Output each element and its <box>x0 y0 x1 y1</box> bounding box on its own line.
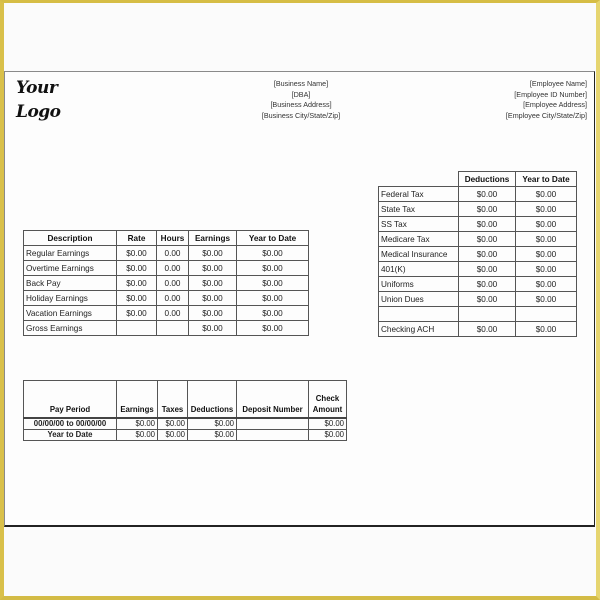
earning-ytd: $0.00 <box>237 276 309 291</box>
checking-ach-row <box>379 322 577 337</box>
business-info <box>236 79 366 122</box>
deduction-ytd: $0.00 <box>516 292 577 307</box>
earning-ytd: $0.00 <box>237 261 309 276</box>
deduction-amount[interactable]: $0.00 <box>459 292 516 307</box>
header-check-amount: Check Amount <box>309 381 347 419</box>
earning-description: Overtime Earnings <box>24 261 117 276</box>
earning-rate <box>117 321 157 336</box>
logo-line-2: Logo <box>16 102 61 122</box>
table-row <box>24 246 309 261</box>
deductions-table <box>378 171 577 337</box>
pay-summary-header-row <box>24 381 347 419</box>
earning-ytd: $0.00 <box>237 246 309 261</box>
header-rate: Rate <box>117 231 157 246</box>
earning-ytd: $0.00 <box>237 306 309 321</box>
pay-deductions: $0.00 <box>188 418 237 430</box>
table-row <box>379 292 577 307</box>
deduction-ytd: $0.00 <box>516 277 577 292</box>
business-name: [Business Name] <box>273 79 329 88</box>
earnings-table <box>23 230 309 336</box>
deduction-label: SS Tax <box>379 217 459 232</box>
pay-deductions: $0.00 <box>188 430 237 441</box>
table-row <box>379 277 577 292</box>
business-city-state-zip: [Business City/State/Zip] <box>261 111 341 121</box>
pay-taxes: $0.00 <box>158 430 188 441</box>
deduction-amount[interactable]: $0.00 <box>459 262 516 277</box>
deduction-label: Medicare Tax <box>379 232 459 247</box>
earning-amount: $0.00 <box>189 276 237 291</box>
deduction-ytd <box>516 307 577 322</box>
company-logo <box>16 76 61 124</box>
deduction-ytd: $0.00 <box>516 262 577 277</box>
deduction-label: Checking ACH <box>379 322 459 337</box>
earning-rate[interactable]: $0.00 <box>117 276 157 291</box>
deduction-label: State Tax <box>379 202 459 217</box>
pay-period[interactable]: 00/00/00 to 00/00/00 <box>24 418 117 430</box>
earning-amount: $0.00 <box>189 246 237 261</box>
header-hours: Hours <box>157 231 189 246</box>
earning-amount: $0.00 <box>189 321 237 336</box>
deduction-ytd: $0.00 <box>516 232 577 247</box>
earning-amount: $0.00 <box>189 261 237 276</box>
table-row <box>24 291 309 306</box>
gross-earnings-row <box>24 321 309 336</box>
deduction-label: Federal Tax <box>379 187 459 202</box>
header-deposit-number: Deposit Number <box>237 381 309 419</box>
business-dba: [DBA] <box>291 89 311 99</box>
earning-description: Holiday Earnings <box>24 291 117 306</box>
deduction-ytd: $0.00 <box>516 187 577 202</box>
header-ytd: Year to Date <box>516 172 577 187</box>
pay-taxes: $0.00 <box>158 418 188 430</box>
header-deductions: Deductions <box>188 381 237 419</box>
earning-ytd: $0.00 <box>237 291 309 306</box>
employee-city-state-zip: [Employee City/State/Zip] <box>505 111 587 121</box>
header-deductions: Deductions <box>459 172 516 187</box>
table-row <box>379 262 577 277</box>
earning-description: Back Pay <box>24 276 117 291</box>
deduction-label: Union Dues <box>379 292 459 307</box>
earning-hours[interactable]: 0.00 <box>157 306 189 321</box>
deduction-amount: $0.00 <box>459 322 516 337</box>
employee-address: [Employee Address] <box>523 100 587 110</box>
header-ytd: Year to Date <box>237 231 309 246</box>
earning-description: Gross Earnings <box>24 321 117 336</box>
employee-id: [Employee ID Number] <box>514 89 587 99</box>
earning-description: Vacation Earnings <box>24 306 117 321</box>
earning-rate[interactable]: $0.00 <box>117 306 157 321</box>
earning-hours[interactable]: 0.00 <box>157 261 189 276</box>
pay-deposit-number[interactable] <box>237 430 309 441</box>
earning-ytd: $0.00 <box>237 321 309 336</box>
table-row <box>24 418 347 430</box>
deduction-amount[interactable]: $0.00 <box>459 232 516 247</box>
pay-earnings: $0.00 <box>117 430 158 441</box>
header-earnings: Earnings <box>189 231 237 246</box>
pay-summary-table <box>23 380 347 441</box>
header-description: Description <box>24 231 117 246</box>
deduction-ytd: $0.00 <box>516 202 577 217</box>
earning-hours[interactable]: 0.00 <box>157 276 189 291</box>
earning-amount: $0.00 <box>189 306 237 321</box>
deduction-label[interactable] <box>379 307 459 322</box>
deduction-ytd: $0.00 <box>516 217 577 232</box>
deduction-label: Medical Insurance <box>379 247 459 262</box>
deduction-label: Uniforms <box>379 277 459 292</box>
table-row <box>24 430 347 441</box>
table-row <box>379 247 577 262</box>
earning-rate[interactable]: $0.00 <box>117 261 157 276</box>
deduction-amount[interactable]: $0.00 <box>459 247 516 262</box>
table-row <box>24 261 309 276</box>
pay-check-amount: $0.00 <box>309 430 347 441</box>
table-row <box>379 232 577 247</box>
earning-hours[interactable]: 0.00 <box>157 291 189 306</box>
earning-rate[interactable]: $0.00 <box>117 246 157 261</box>
deduction-amount[interactable]: $0.00 <box>459 277 516 292</box>
deduction-amount[interactable] <box>459 307 516 322</box>
table-row <box>379 187 577 202</box>
deduction-amount[interactable]: $0.00 <box>459 202 516 217</box>
logo-line-1: Your <box>16 78 58 98</box>
employee-info <box>447 79 587 122</box>
deduction-ytd: $0.00 <box>516 247 577 262</box>
header-blank <box>379 172 459 187</box>
pay-deposit-number[interactable] <box>237 418 309 430</box>
deduction-amount[interactable]: $0.00 <box>459 187 516 202</box>
deduction-amount[interactable]: $0.00 <box>459 217 516 232</box>
pay-earnings: $0.00 <box>117 418 158 430</box>
earning-hours[interactable]: 0.00 <box>157 246 189 261</box>
table-row <box>24 276 309 291</box>
pay-check-amount: $0.00 <box>309 418 347 430</box>
header-taxes: Taxes <box>158 381 188 419</box>
header-pay-period: Pay Period <box>24 381 117 419</box>
table-row <box>24 306 309 321</box>
deductions-header-row <box>379 172 577 187</box>
header-earnings: Earnings <box>117 381 158 419</box>
earning-amount: $0.00 <box>189 291 237 306</box>
earnings-header-row <box>24 231 309 246</box>
employee-name: [Employee Name] <box>529 79 587 88</box>
empty-row <box>379 307 577 322</box>
table-row <box>379 202 577 217</box>
pay-period: Year to Date <box>24 430 117 441</box>
business-address: [Business Address] <box>270 100 332 110</box>
deduction-ytd: $0.00 <box>516 322 577 337</box>
earning-hours <box>157 321 189 336</box>
earning-description: Regular Earnings <box>24 246 117 261</box>
earning-rate[interactable]: $0.00 <box>117 291 157 306</box>
deduction-label: 401(K) <box>379 262 459 277</box>
table-row <box>379 217 577 232</box>
